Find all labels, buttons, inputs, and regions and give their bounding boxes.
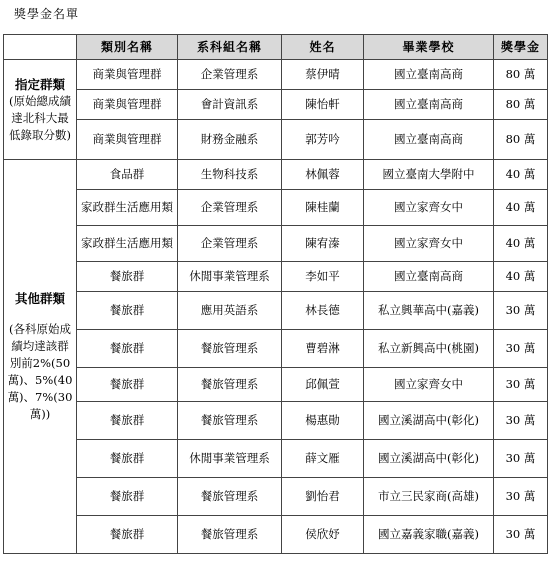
row-department: 餐旅管理系 <box>178 402 282 440</box>
row-school: 國立臺南大學附中 <box>364 160 494 190</box>
row-category: 餐旅群 <box>77 402 178 440</box>
table-row <box>4 402 548 440</box>
row-name: 林佩蓉 <box>282 160 364 190</box>
row-school: 國立臺南高商 <box>364 120 494 160</box>
row-name: 陳宥溱 <box>282 226 364 262</box>
table-row <box>4 478 548 516</box>
row-category: 餐旅群 <box>77 516 178 554</box>
row-award: 80 萬 <box>494 90 548 120</box>
row-award: 30 萬 <box>494 516 548 554</box>
row-award: 40 萬 <box>494 160 548 190</box>
header-school: 畢業學校 <box>364 35 494 60</box>
row-award: 40 萬 <box>494 262 548 292</box>
table-row <box>4 90 548 120</box>
row-award: 30 萬 <box>494 440 548 478</box>
group-note: (原始總成績達北科大最低錄取分數) <box>9 93 71 142</box>
table-row <box>4 330 548 368</box>
scholarship-table <box>3 34 548 554</box>
row-school: 國立溪湖高中(彰化) <box>364 402 494 440</box>
row-school: 國立家齊女中 <box>364 368 494 402</box>
table-row <box>4 226 548 262</box>
row-category: 餐旅群 <box>77 292 178 330</box>
row-category: 家政群生活應用類 <box>77 226 178 262</box>
row-award: 30 萬 <box>494 368 548 402</box>
row-school: 國立溪湖高中(彰化) <box>364 440 494 478</box>
row-name: 林長德 <box>282 292 364 330</box>
header-name: 姓名 <box>282 35 364 60</box>
row-department: 企業管理系 <box>178 190 282 226</box>
group-title: 指定群類 <box>14 76 65 92</box>
row-department: 財務金融系 <box>178 120 282 160</box>
row-name: 邱佩萱 <box>282 368 364 402</box>
table-row <box>4 190 548 226</box>
row-category: 食品群 <box>77 160 178 190</box>
row-school: 國立嘉義家職(嘉義) <box>364 516 494 554</box>
row-department: 會計資訊系 <box>178 90 282 120</box>
row-award: 30 萬 <box>494 292 548 330</box>
row-award: 30 萬 <box>494 402 548 440</box>
group-cell <box>4 160 77 554</box>
row-award: 30 萬 <box>494 478 548 516</box>
row-name: 陳怡軒 <box>282 90 364 120</box>
table-row <box>4 160 548 190</box>
row-department: 休閒事業管理系 <box>178 440 282 478</box>
row-category: 家政群生活應用類 <box>77 190 178 226</box>
row-department: 休閒事業管理系 <box>178 262 282 292</box>
row-department: 餐旅管理系 <box>178 478 282 516</box>
row-category: 商業與管理群 <box>77 120 178 160</box>
table-row <box>4 368 548 402</box>
row-category: 餐旅群 <box>77 368 178 402</box>
row-award: 40 萬 <box>494 190 548 226</box>
row-department: 餐旅管理系 <box>178 330 282 368</box>
row-name: 李如平 <box>282 262 364 292</box>
table-row <box>4 516 548 554</box>
row-school: 國立家齊女中 <box>364 226 494 262</box>
row-department: 企業管理系 <box>178 60 282 90</box>
table-row <box>4 262 548 292</box>
row-name: 薛文雁 <box>282 440 364 478</box>
table-row <box>4 440 548 478</box>
row-school: 國立臺南高商 <box>364 90 494 120</box>
row-school: 國立臺南高商 <box>364 262 494 292</box>
row-category: 商業與管理群 <box>77 60 178 90</box>
row-school: 私立新興高中(桃園) <box>364 330 494 368</box>
row-school: 國立家齊女中 <box>364 190 494 226</box>
row-award: 40 萬 <box>494 226 548 262</box>
group-title: 其他群類 <box>14 291 65 306</box>
row-name: 陳桂蘭 <box>282 190 364 226</box>
row-category: 餐旅群 <box>77 262 178 292</box>
table-row <box>4 60 548 90</box>
row-department: 企業管理系 <box>178 226 282 262</box>
table-header-row <box>4 35 548 60</box>
row-name: 蔡伊晴 <box>282 60 364 90</box>
row-award: 30 萬 <box>494 330 548 368</box>
group-cell <box>4 60 77 160</box>
row-department: 餐旅管理系 <box>178 516 282 554</box>
row-name: 楊惠勛 <box>282 402 364 440</box>
header-department: 系科組名稱 <box>178 35 282 60</box>
header-blank <box>4 35 77 60</box>
row-school: 國立臺南高商 <box>364 60 494 90</box>
table-row <box>4 120 548 160</box>
row-department: 餐旅管理系 <box>178 368 282 402</box>
group-note: (各科原始成績均達該群別前2%(50萬)、5%(40萬)、7%(30萬)) <box>7 322 73 421</box>
header-category: 類別名稱 <box>77 35 178 60</box>
table-row <box>4 292 548 330</box>
row-category: 餐旅群 <box>77 478 178 516</box>
row-name: 郭芳吟 <box>282 120 364 160</box>
row-school: 私立興華高中(嘉義) <box>364 292 494 330</box>
row-category: 餐旅群 <box>77 440 178 478</box>
row-category: 商業與管理群 <box>77 90 178 120</box>
row-department: 應用英語系 <box>178 292 282 330</box>
header-award: 獎學金 <box>494 35 548 60</box>
row-school: 市立三民家商(高雄) <box>364 478 494 516</box>
row-name: 曹碧淋 <box>282 330 364 368</box>
row-award: 80 萬 <box>494 60 548 90</box>
row-name: 劉怡君 <box>282 478 364 516</box>
row-department: 生物科技系 <box>178 160 282 190</box>
row-award: 80 萬 <box>494 120 548 160</box>
page-title: 獎學金名單 <box>14 7 80 21</box>
row-category: 餐旅群 <box>77 330 178 368</box>
row-name: 侯欣妤 <box>282 516 364 554</box>
